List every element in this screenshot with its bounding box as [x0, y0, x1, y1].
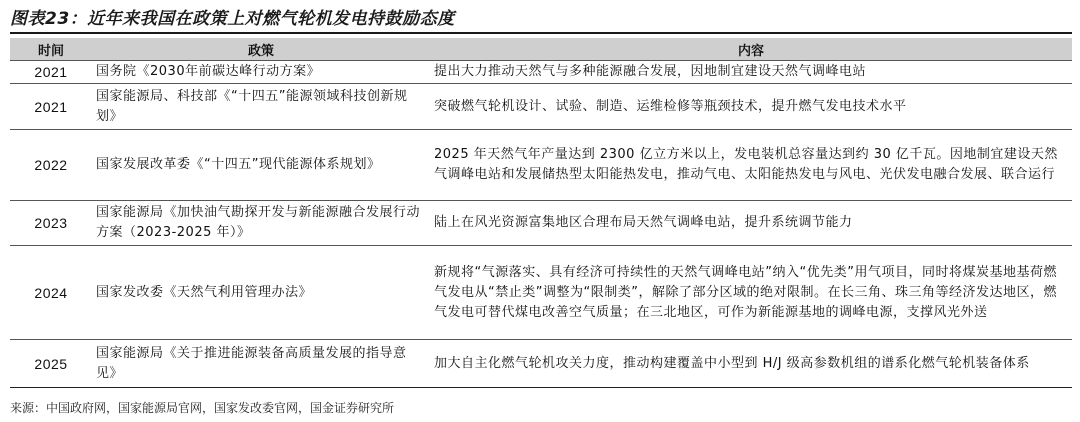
policy-cell: 国家发展改革委《“十四五”现代能源体系规划》 — [92, 130, 430, 201]
table-row — [10, 61, 1072, 84]
policy-cell: 国务院《2030年前碳达峰行动方案》 — [92, 61, 430, 84]
table-body — [10, 61, 1072, 388]
table-row — [10, 246, 1072, 340]
content-cell: 加大自主化燃气轮机攻关力度，推动构建覆盖中小型到 H/J 级高参数机组的谱系化燃气轮机装备体系 — [430, 340, 1072, 388]
content-cell: 提出大力推动天然气与多种能源融合发展，因地制宜建设天然气调峰电站 — [430, 61, 1072, 84]
title-underline — [10, 32, 1072, 34]
content-cell: 突破燃气轮机设计、试验、制造、运维检修等瓶颈技术，提升燃气发电技术水平 — [430, 84, 1072, 130]
table-row — [10, 340, 1072, 388]
source-note: 来源：中国政府网，国家能源局官网，国家发改委官网，国金证券研究所 — [10, 401, 395, 415]
year-cell: 2021 — [10, 61, 92, 84]
table-row — [10, 84, 1072, 130]
header-content: 内容 — [430, 38, 1072, 61]
year-cell: 2025 — [10, 340, 92, 388]
policy-cell: 国家能源局、科技部《“十四五”能源领域科技创新规划》 — [92, 84, 430, 130]
table-row — [10, 201, 1072, 246]
policy-cell: 国家能源局《关于推进能源装备高质量发展的指导意见》 — [92, 340, 430, 388]
policy-cell: 国家发改委《天然气利用管理办法》 — [92, 246, 430, 340]
header-year: 时间 — [10, 38, 92, 61]
year-cell: 2024 — [10, 246, 92, 340]
content-cell: 陆上在风光资源富集地区合理布局天然气调峰电站，提升系统调节能力 — [430, 201, 1072, 246]
content-cell: 新规将“气源落实、具有经济可持续性的天然气调峰电站”纳入“优先类”用气项目，同时将煤炭基地基荷燃气发电从“禁止类”调整为“限制类”，解除了部分区域的绝对限制。在长三角、珠三角等经济发达地区，燃气发电可替代煤电改善空气质量；在三北地区，可作为新能源基地的调峰电源，支撑风光外送 — [430, 246, 1072, 340]
header-policy: 政策 — [92, 38, 430, 61]
year-cell: 2022 — [10, 130, 92, 201]
table-header — [10, 38, 1072, 61]
year-cell: 2023 — [10, 201, 92, 246]
figure-header — [10, 4, 1072, 34]
year-cell: 2021 — [10, 84, 92, 130]
figure-title: 图表23：近年来我国在政策上对燃气轮机发电持鼓励态度 — [10, 9, 455, 29]
header-row — [10, 38, 1072, 61]
policy-table — [10, 38, 1072, 388]
policy-cell: 国家能源局《加快油气勘探开发与新能源融合发展行动方案（2023-2025 年）》 — [92, 201, 430, 246]
table-row — [10, 130, 1072, 201]
content-cell: 2025 年天然气年产量达到 2300 亿立方米以上，发电装机总容量达到约 30 亿千瓦。因地制宜建设天然气调峰电站和发展储热型太阳能热发电，推动气电、太阳能热发电与风电、光伏发电融合发展、联合运行 — [430, 130, 1072, 201]
